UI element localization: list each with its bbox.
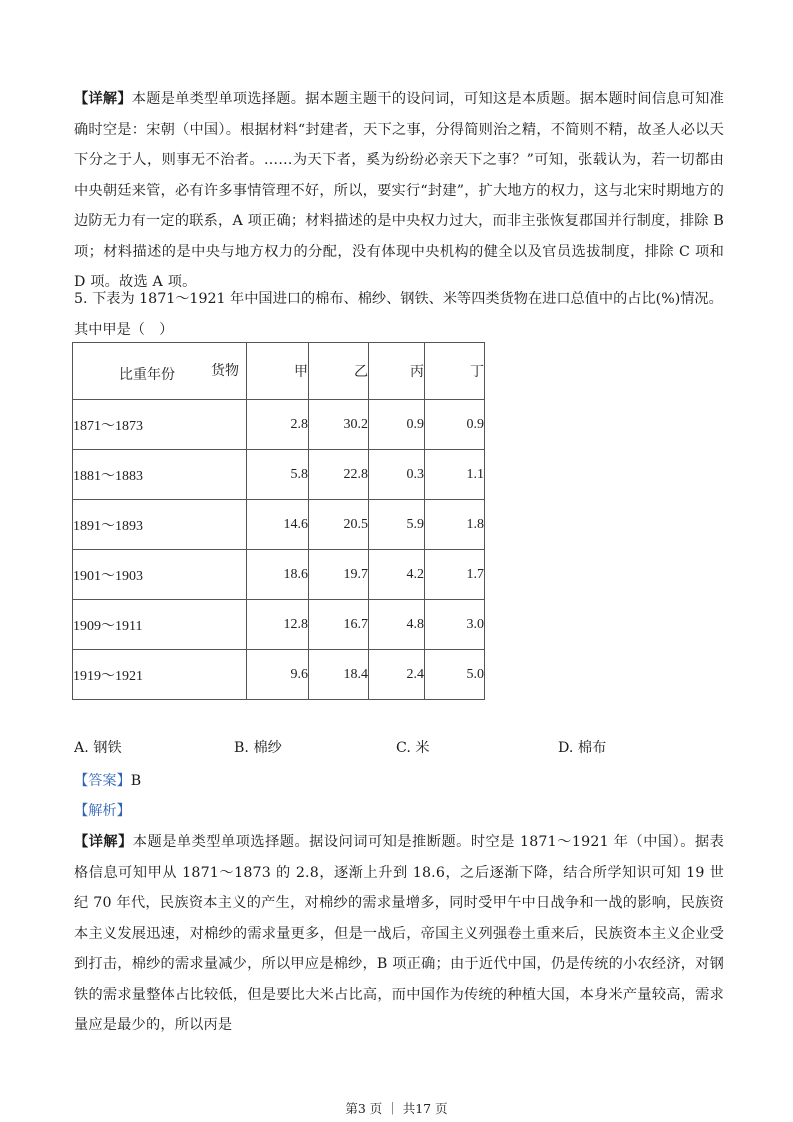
row-year: 1881～1883 [73,450,247,500]
table-row [73,600,485,650]
cell-value: 3.0 [425,600,485,650]
question-number: 5. [74,291,88,307]
cell-value: 1.1 [425,450,485,500]
explanation-text: 本题是单类型单项选择题。据本题主题干的设问词，可知这是本质题。据本题时间信息可知准确时空是：宋朝（中国）。根据材料“封建者，天下之事，分得简则治之精，不简则不精，故圣人必以天下分之于人，则事无不治者。……为天下者，奚为纷纷必亲天下之事？”可知，张载认为，若一切都由中央朝廷来管，必有许多事情管理不好，所以，要实行“封建”，扩大地方的权力，这与北宋时期地方的边防无力有一定的联系，A 项正确；材料描述的是中央权力过大，而非主张恢复郡国并行制度，排除 B 项；材料描述的是中央与地方权力的分配，没有体现中央机构的健全以及官员选拔制度，排除 C 项和 D 项。故选 A 项。 [74,91,725,290]
cell-value: 9.6 [247,650,309,700]
row-year: 1901～1903 [73,550,247,600]
column-header: 丁 [425,343,485,400]
question-text: 下表为 1871～1921 年中国进口的棉布、棉纱、钢铁、米等四类货物在进口总值中的占比(%)情况。其中甲是（ ） [74,291,723,338]
import-share-table [72,342,485,700]
cell-value: 19.7 [309,550,369,600]
answer-options [74,737,724,761]
cell-value: 0.9 [369,400,425,450]
cell-value: 0.3 [369,450,425,500]
cell-value: 0.9 [425,400,485,450]
option-c[interactable]: C. 米 [396,740,430,756]
column-header: 甲 [247,343,309,400]
cell-value: 1.8 [425,500,485,550]
option-b[interactable]: B. 棉纱 [234,740,282,756]
table-row [73,550,485,600]
explanation-label: 【详解】 [74,91,132,107]
table-corner-header [73,343,247,400]
analysis-label: 【解析】 [74,803,131,819]
table-row [73,500,485,550]
page-footer: 第3 页 ｜ 共17 页 [345,1101,448,1116]
column-header: 丙 [369,343,425,400]
table-row [73,450,485,500]
question-stem [74,284,724,345]
column-header: 乙 [309,343,369,400]
cell-value: 20.5 [309,500,369,550]
cell-value: 12.8 [247,600,309,650]
cell-value: 2.8 [247,400,309,450]
row-year: 1871～1873 [73,400,247,450]
corner-label-goods: 货物 [211,364,239,379]
explanation-text: 本题是单类型单项选择题。据设问词可知是推断题。时空是 1871～1921 年（中国）。据表格信息可知甲从 1871～1873 的 2.8，逐渐上升到 18.6，之后逐渐下降，结合所学知识可知 19 世纪 70 年代，民族资本主义的产生，对棉纱的需求量增多，同时受甲午中日战争和一战的影响，民族资本主义发展迅速，对棉纱的需求量更多，但是一战后，帝国主义列强卷土重来后，民族资本主义企业受到打击，棉纱的需求量减少，所以甲应是棉纱，B 项正确；由于近代中国，仍是传统的小农经济，对钢铁的需求量整体占比较低，但是要比大米占比高，而中国作为传统的种植大国，本身米产量较高，需求量应是最少的，所以丙是 [74,834,724,1033]
cell-value: 16.7 [309,600,369,650]
table-header-row [73,343,485,400]
cell-value: 18.4 [309,650,369,700]
cell-value: 18.6 [247,550,309,600]
option-a[interactable]: A. 钢铁 [74,740,122,756]
row-year: 1891～1893 [73,500,247,550]
answer-value: B [130,773,142,789]
cell-value: 2.4 [369,650,425,700]
explanation-label: 【详解】 [74,834,133,850]
detailed-explanation [74,827,724,1041]
cell-value: 1.7 [425,550,485,600]
cell-value: 5.0 [425,650,485,700]
cell-value: 4.2 [369,550,425,600]
previous-explanation [74,84,724,298]
table-row [73,650,485,700]
answer-line [74,766,724,797]
cell-value: 5.8 [247,450,309,500]
cell-value: 14.6 [247,500,309,550]
analysis-line [74,796,724,827]
corner-label-year: 比重年份 [119,368,175,383]
table-row [73,400,485,450]
cell-value: 30.2 [309,400,369,450]
answer-label: 【答案】 [74,773,131,789]
cell-value: 4.8 [369,600,425,650]
row-year: 1919～1921 [73,650,247,700]
cell-value: 5.9 [369,500,425,550]
cell-value: 22.8 [309,450,369,500]
option-d[interactable]: D. 棉布 [558,740,607,756]
row-year: 1909～1911 [73,600,247,650]
